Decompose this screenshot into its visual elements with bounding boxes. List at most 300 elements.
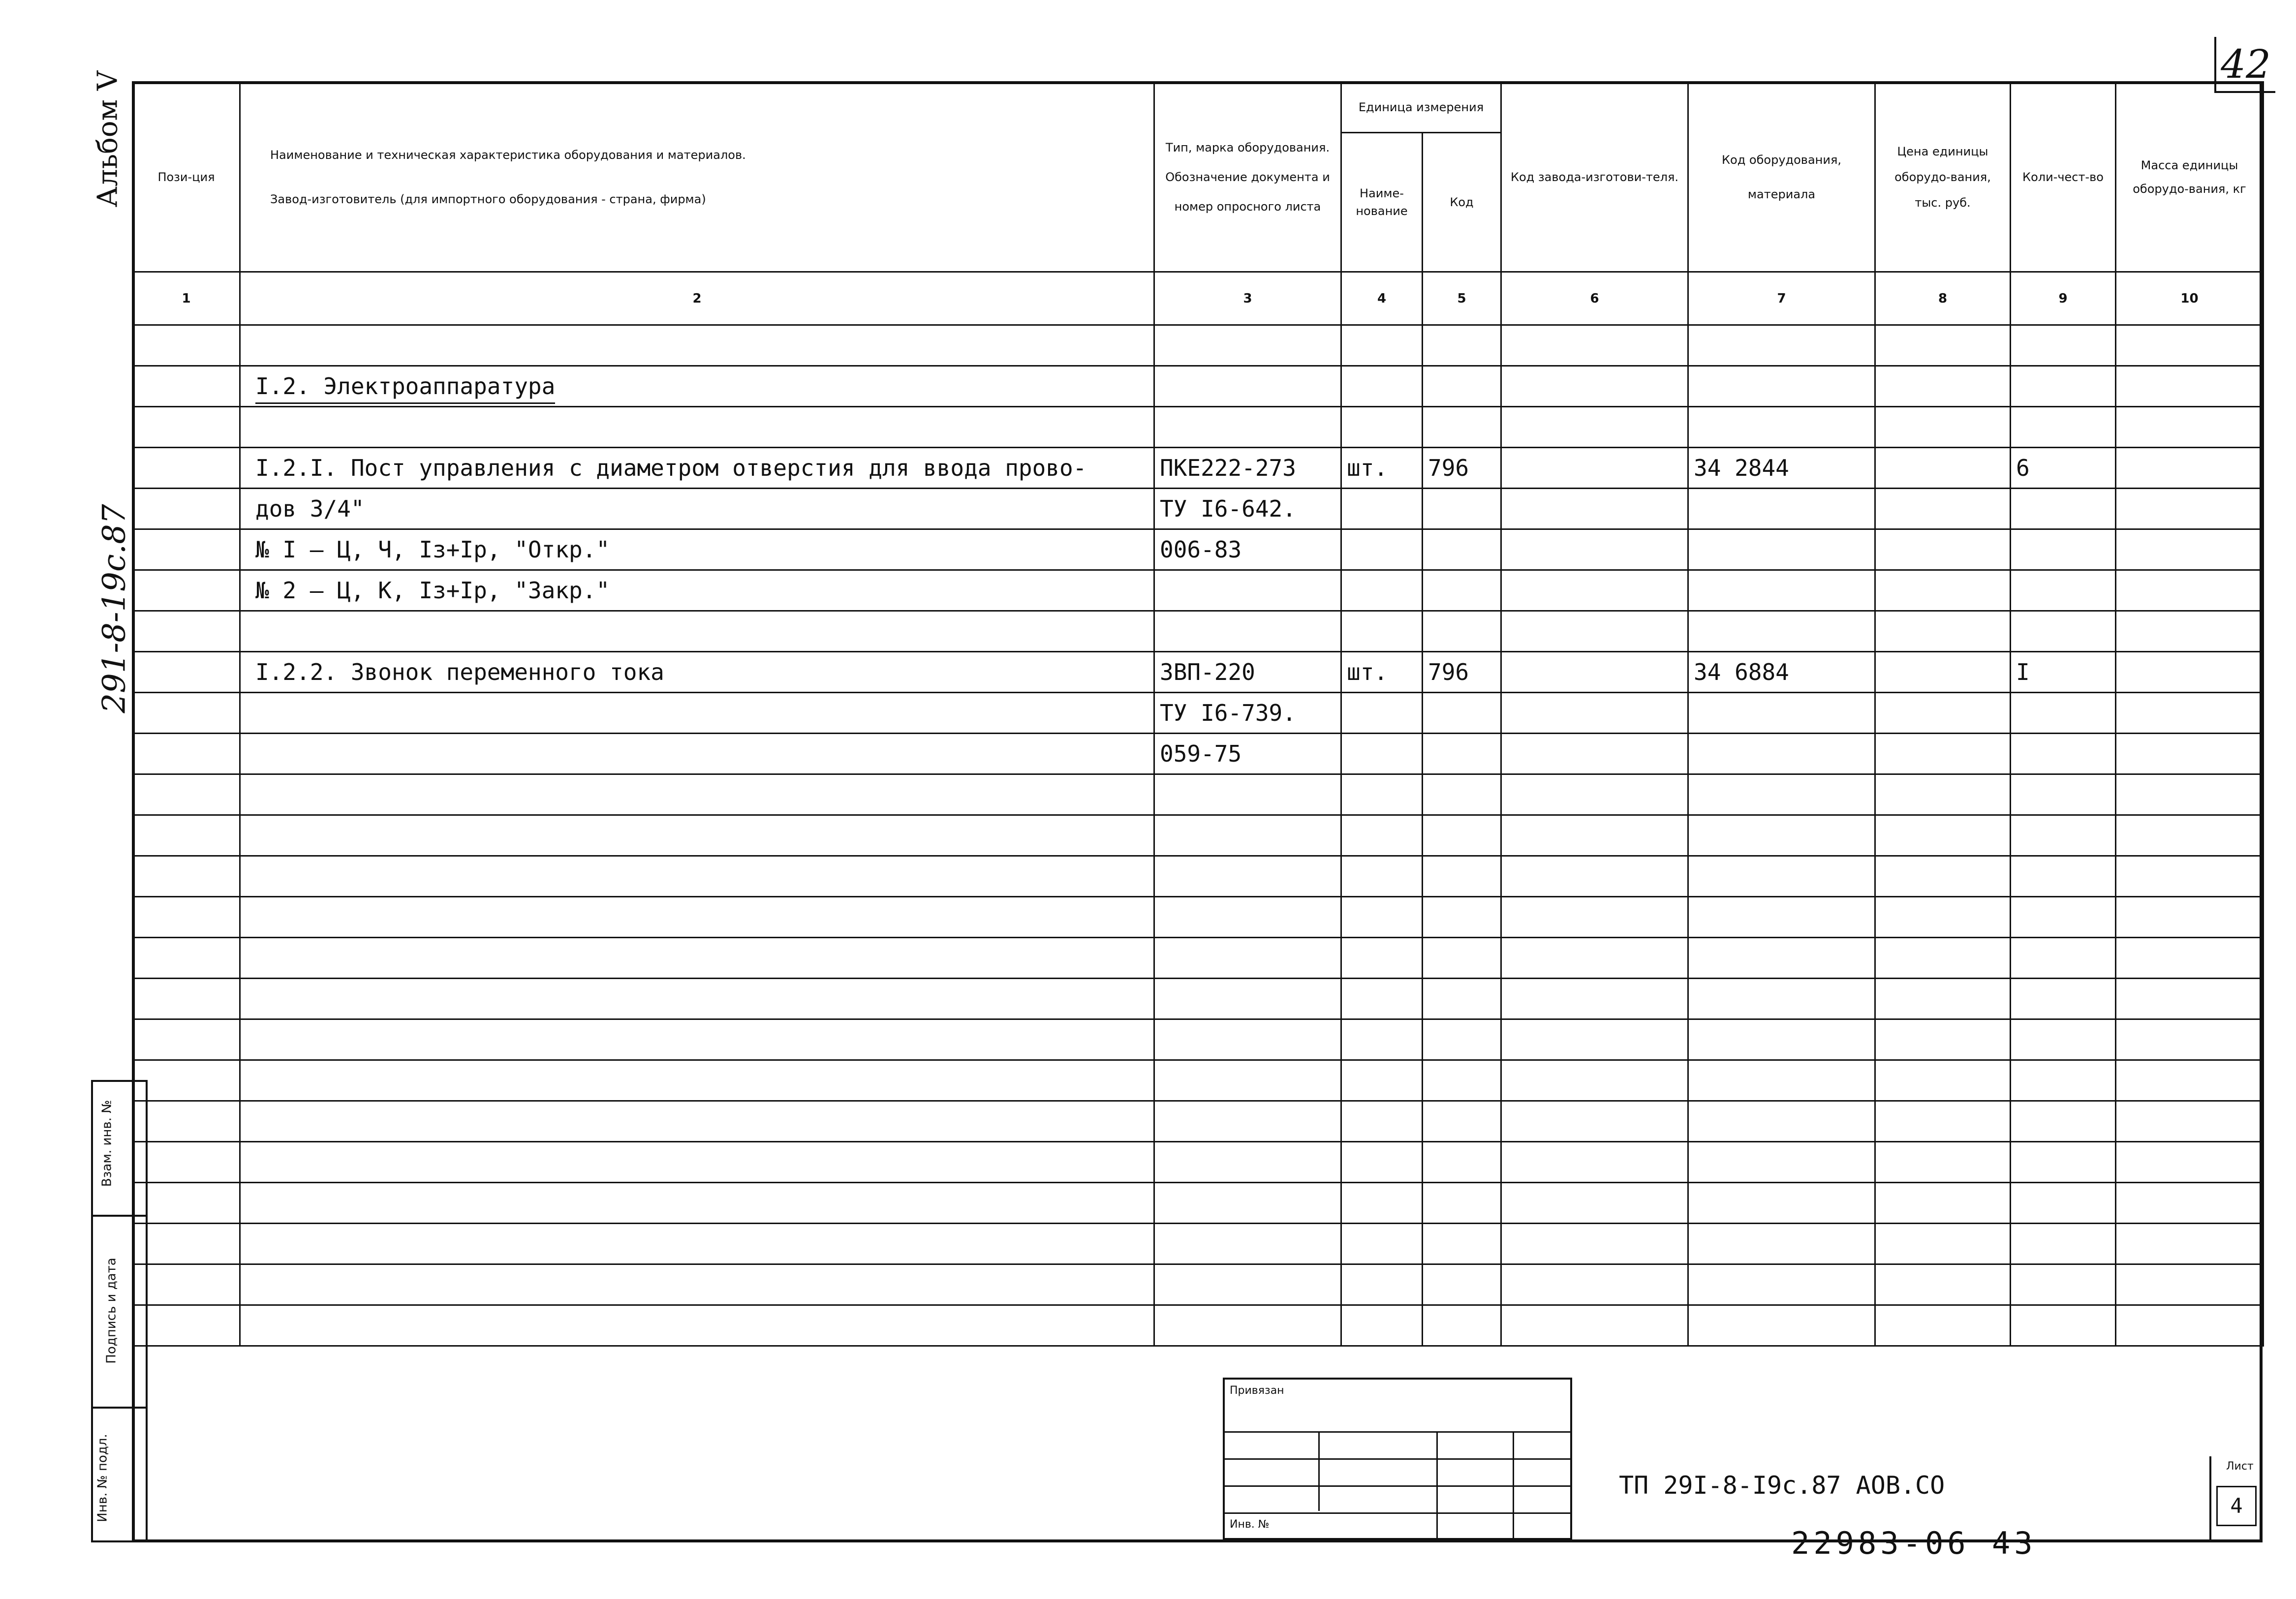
margin-doc-code: 291-8-19с.87	[96, 504, 133, 713]
table-cell	[1423, 1060, 1501, 1101]
table-cell	[2116, 366, 2264, 407]
table-cell	[1423, 611, 1501, 652]
table-cell	[1688, 570, 1875, 611]
column-number: 1	[133, 272, 240, 325]
table-cell	[1501, 570, 1688, 611]
table-cell	[133, 815, 240, 856]
table-cell	[2011, 1142, 2116, 1183]
table-cell	[133, 652, 240, 693]
table-cell	[2011, 815, 2116, 856]
table-cell	[1688, 1019, 1875, 1060]
table-cell	[1423, 979, 1501, 1019]
table-cell	[1501, 529, 1688, 570]
table-cell	[1875, 489, 2011, 529]
table-cell	[2011, 1264, 2116, 1305]
table-cell	[1501, 325, 1688, 366]
table-cell: 34 6884	[1688, 652, 1875, 693]
table-cell	[1423, 366, 1501, 407]
table-cell	[2116, 774, 2264, 815]
table-cell	[1875, 1305, 2011, 1346]
table-cell	[133, 856, 240, 897]
table-cell	[1423, 774, 1501, 815]
header-equipment-code: Код оборудования, материала	[1688, 82, 1875, 272]
table-cell	[1501, 652, 1688, 693]
table-cell	[1154, 1264, 1341, 1305]
table-row	[133, 489, 2264, 529]
table-cell	[133, 734, 240, 774]
table-cell	[1423, 1019, 1501, 1060]
table-row	[133, 1183, 2264, 1224]
table-cell	[1501, 938, 1688, 979]
table-cell	[1501, 897, 1688, 938]
table-cell	[1501, 1183, 1688, 1224]
table-cell	[240, 693, 1154, 734]
sheet-number: 4	[2216, 1486, 2257, 1526]
table-cell	[2011, 856, 2116, 897]
table-row	[133, 570, 2264, 611]
table-cell	[1341, 325, 1423, 366]
table-cell	[1688, 366, 1875, 407]
table-cell	[1875, 570, 2011, 611]
table-cell	[2116, 407, 2264, 448]
table-cell	[1688, 1142, 1875, 1183]
table-cell	[133, 1060, 240, 1101]
side-stamp-label: Инв. № подл.	[95, 1434, 110, 1522]
table-cell	[2011, 1183, 2116, 1224]
table-row	[133, 325, 2264, 366]
table-row	[133, 1305, 2264, 1346]
table-cell: ТУ I6-642.	[1154, 489, 1341, 529]
table-cell	[240, 1060, 1154, 1101]
table-cell	[2116, 529, 2264, 570]
column-number: 3	[1154, 272, 1341, 325]
table-row	[133, 1019, 2264, 1060]
table-cell	[2116, 1101, 2264, 1142]
table-cell	[1875, 1183, 2011, 1224]
table-cell	[1154, 774, 1341, 815]
table-cell	[1875, 693, 2011, 734]
table-row	[133, 734, 2264, 774]
table-cell	[2011, 897, 2116, 938]
table-cell	[2116, 1183, 2264, 1224]
table-row	[133, 979, 2264, 1019]
table-row	[133, 611, 2264, 652]
table-cell	[2116, 1142, 2264, 1183]
header-unit-code: Код	[1423, 133, 1501, 272]
header-manufacturer-code: Код завода-изготови-теля.	[1501, 82, 1688, 272]
table-cell	[1501, 979, 1688, 1019]
table-cell	[2116, 1019, 2264, 1060]
table-row	[133, 774, 2264, 815]
table-cell	[2011, 693, 2116, 734]
table-cell	[133, 1264, 240, 1305]
table-cell	[133, 979, 240, 1019]
section-title: I.2. Электроаппаратура	[255, 373, 555, 404]
table-cell: 796	[1423, 652, 1501, 693]
table-cell	[133, 366, 240, 407]
table-cell	[1875, 529, 2011, 570]
table-cell	[1875, 774, 2011, 815]
table-cell	[2011, 570, 2116, 611]
table-cell	[133, 938, 240, 979]
table-cell: ТУ I6-739.	[1154, 693, 1341, 734]
document-number: ТП 29I-8-I9с.87 АОВ.СО	[1619, 1471, 1945, 1500]
table-cell	[240, 734, 1154, 774]
table-cell	[1341, 693, 1423, 734]
table-cell	[240, 1019, 1154, 1060]
table-cell	[1875, 897, 2011, 938]
table-cell	[1501, 407, 1688, 448]
table-cell	[1423, 1101, 1501, 1142]
table-cell	[1688, 693, 1875, 734]
table-cell	[133, 774, 240, 815]
table-cell	[2116, 325, 2264, 366]
table-cell: № 2 – Ц, К, Iз+Iр, "Закр."	[240, 570, 1154, 611]
table-cell	[2116, 570, 2264, 611]
table-cell	[1154, 407, 1341, 448]
table-cell	[133, 325, 240, 366]
table-cell	[240, 815, 1154, 856]
table-cell	[1341, 1060, 1423, 1101]
table-cell	[1154, 1019, 1341, 1060]
table-row	[133, 1142, 2264, 1183]
header-quantity: Коли-чест-во	[2011, 82, 2116, 272]
table-cell	[1688, 529, 1875, 570]
table-cell: I.2.2. Звонок переменного тока	[240, 652, 1154, 693]
table-cell	[1875, 1142, 2011, 1183]
table-cell: 006-83	[1154, 529, 1341, 570]
table-cell	[240, 325, 1154, 366]
table-cell	[1875, 407, 2011, 448]
header-price: Цена единицы оборудо-вания, тыс. руб.	[1875, 82, 2011, 272]
table-cell	[1341, 1305, 1423, 1346]
table-cell	[1423, 489, 1501, 529]
table-cell	[2116, 897, 2264, 938]
table-cell	[2011, 774, 2116, 815]
column-number: 10	[2116, 272, 2264, 325]
table-cell	[240, 979, 1154, 1019]
table-cell	[133, 570, 240, 611]
table-cell: I	[2011, 652, 2116, 693]
table-cell	[1154, 1101, 1341, 1142]
table-cell	[240, 856, 1154, 897]
table-cell	[1154, 1142, 1341, 1183]
table-cell	[133, 1019, 240, 1060]
table-cell	[2116, 1264, 2264, 1305]
table-cell	[1875, 1019, 2011, 1060]
table-cell	[1341, 1019, 1423, 1060]
table-cell	[2011, 1101, 2116, 1142]
table-cell	[2011, 1060, 2116, 1101]
table-cell	[1875, 366, 2011, 407]
table-cell	[2011, 1019, 2116, 1060]
table-cell	[133, 1142, 240, 1183]
table-cell	[1341, 489, 1423, 529]
table-cell: I.2.I. Пост управления с диаметром отверстия для ввода прово-	[240, 448, 1154, 489]
table-cell	[1423, 693, 1501, 734]
table-cell	[1501, 1224, 1688, 1264]
table-cell	[1501, 448, 1688, 489]
table-cell	[1688, 938, 1875, 979]
table-cell	[1423, 856, 1501, 897]
archive-number: 22983-06 43	[1791, 1525, 2037, 1561]
attached-stamp	[1223, 1378, 1572, 1540]
table-cell	[1875, 1101, 2011, 1142]
table-cell: 6	[2011, 448, 2116, 489]
header-name-line2: Завод-изготовитель (для импортного оборудования - страна, фирма)	[270, 192, 706, 206]
attached-label: Привязан	[1230, 1384, 1284, 1397]
table-cell	[133, 897, 240, 938]
table-cell	[1688, 489, 1875, 529]
table-cell	[1875, 611, 2011, 652]
table-cell	[2116, 1305, 2264, 1346]
table-cell	[1423, 325, 1501, 366]
header-name	[240, 82, 1154, 272]
header-type: Тип, марка оборудования. Обозначение документа и номер опросного листа	[1154, 82, 1341, 272]
table-cell	[1875, 856, 2011, 897]
table-cell	[1341, 897, 1423, 938]
header-unit-name: Наиме-нование	[1341, 133, 1423, 272]
table-cell	[1501, 611, 1688, 652]
table-cell	[240, 407, 1154, 448]
table-cell	[1875, 734, 2011, 774]
table-cell	[1423, 1264, 1501, 1305]
table-cell	[2011, 938, 2116, 979]
side-stamp-label: Подпись и дата	[104, 1258, 119, 1364]
table-cell	[1154, 979, 1341, 1019]
header-mass: Масса единицы оборудо-вания, кг	[2116, 82, 2264, 272]
table-cell	[1341, 938, 1423, 979]
table-row	[133, 448, 2264, 489]
table-cell	[1341, 815, 1423, 856]
table-cell	[1688, 1183, 1875, 1224]
table-cell: шт.	[1341, 652, 1423, 693]
table-cell: дов 3/4"	[240, 489, 1154, 529]
column-number: 8	[1875, 272, 2011, 325]
header-name-line1: Наименование и техническая характеристика оборудования и материалов.	[270, 148, 746, 162]
header-position: Пози-ция	[133, 82, 240, 272]
table-cell	[1154, 1060, 1341, 1101]
column-number: 6	[1501, 272, 1688, 325]
table-cell	[1875, 815, 2011, 856]
table-cell: 059-75	[1154, 734, 1341, 774]
table-cell	[1875, 1264, 2011, 1305]
table-row	[133, 815, 2264, 856]
table-cell	[133, 611, 240, 652]
table-cell	[1341, 1183, 1423, 1224]
table-cell	[1875, 325, 2011, 366]
table-cell	[1341, 570, 1423, 611]
table-cell	[1341, 1142, 1423, 1183]
column-number: 2	[240, 272, 1154, 325]
table-cell	[240, 366, 1154, 407]
table-cell	[2116, 489, 2264, 529]
table-cell	[1501, 1305, 1688, 1346]
table-cell	[133, 407, 240, 448]
table-cell	[1688, 1101, 1875, 1142]
table-cell	[2011, 325, 2116, 366]
table-cell	[1154, 1224, 1341, 1264]
table-row	[133, 652, 2264, 693]
page-corner-number: 42	[2214, 37, 2275, 93]
table-cell	[1501, 1060, 1688, 1101]
table-cell	[1875, 1060, 2011, 1101]
table-cell	[1341, 407, 1423, 448]
table-cell	[133, 693, 240, 734]
table-cell	[240, 774, 1154, 815]
table-cell	[1154, 570, 1341, 611]
table-cell	[1341, 1264, 1423, 1305]
sheet-box	[2209, 1456, 2263, 1540]
table-cell	[1501, 1101, 1688, 1142]
table-cell	[1688, 1060, 1875, 1101]
table-cell	[1875, 652, 2011, 693]
table-cell	[1501, 1264, 1688, 1305]
table-cell	[240, 1224, 1154, 1264]
table-cell	[1423, 1142, 1501, 1183]
table-cell	[1501, 774, 1688, 815]
table-cell	[1875, 1224, 2011, 1264]
table-cell: ПКЕ222-273	[1154, 448, 1341, 489]
table-cell	[1501, 815, 1688, 856]
table-cell: № I – Ц, Ч, Iз+Iр, "Откр."	[240, 529, 1154, 570]
table-cell	[2116, 734, 2264, 774]
table-cell	[1154, 366, 1341, 407]
column-number: 5	[1423, 272, 1501, 325]
sheet-label: Лист	[2226, 1460, 2254, 1473]
table-cell	[240, 611, 1154, 652]
table-cell	[1154, 897, 1341, 938]
table-cell	[2116, 693, 2264, 734]
table-cell	[1341, 529, 1423, 570]
table-cell	[1423, 1224, 1501, 1264]
album-label: Альбом V	[92, 70, 124, 208]
table-row	[133, 1101, 2264, 1142]
table-cell	[1875, 448, 2011, 489]
table-cell	[2011, 979, 2116, 1019]
table-cell	[1688, 1224, 1875, 1264]
table-cell	[1688, 407, 1875, 448]
table-cell	[133, 1305, 240, 1346]
table-cell: 796	[1423, 448, 1501, 489]
table-cell	[1501, 489, 1688, 529]
table-cell	[2116, 448, 2264, 489]
table-cell	[1688, 611, 1875, 652]
table-cell	[1423, 529, 1501, 570]
table-cell	[2011, 1224, 2116, 1264]
table-cell: ЗВП-220	[1154, 652, 1341, 693]
side-stamp-label: Взам. инв. №	[99, 1100, 115, 1187]
table-row	[133, 529, 2264, 570]
table-row	[133, 1224, 2264, 1264]
table-cell	[1423, 407, 1501, 448]
table-cell	[1154, 611, 1341, 652]
table-cell	[2011, 489, 2116, 529]
table-cell	[240, 938, 1154, 979]
table-cell	[2011, 611, 2116, 652]
table-cell	[2116, 652, 2264, 693]
table-cell	[1341, 1101, 1423, 1142]
table-cell	[1341, 774, 1423, 815]
table-cell	[2116, 856, 2264, 897]
table-cell	[133, 1183, 240, 1224]
table-cell	[1875, 938, 2011, 979]
table-cell: 34 2844	[1688, 448, 1875, 489]
table-cell	[1423, 815, 1501, 856]
table-cell	[240, 897, 1154, 938]
table-row	[133, 366, 2264, 407]
table-cell	[2116, 979, 2264, 1019]
table-cell	[2011, 529, 2116, 570]
table-row	[133, 407, 2264, 448]
table-cell	[1875, 979, 2011, 1019]
table-cell	[1501, 734, 1688, 774]
table-cell	[2116, 1224, 2264, 1264]
table-cell	[240, 1183, 1154, 1224]
table-row	[133, 856, 2264, 897]
table-cell	[2116, 611, 2264, 652]
table-cell	[1688, 856, 1875, 897]
table-cell	[1341, 366, 1423, 407]
table-cell	[1688, 1305, 1875, 1346]
table-cell	[2116, 815, 2264, 856]
table-cell	[1154, 938, 1341, 979]
table-cell	[1423, 570, 1501, 611]
table-cell	[133, 489, 240, 529]
table-cell	[2011, 734, 2116, 774]
table-cell	[1341, 1224, 1423, 1264]
table-row	[133, 1264, 2264, 1305]
table-cell	[1341, 734, 1423, 774]
table-cell	[1423, 1305, 1501, 1346]
table-cell	[133, 1101, 240, 1142]
table-cell	[240, 1305, 1154, 1346]
table-cell	[1501, 856, 1688, 897]
table-cell	[1423, 897, 1501, 938]
table-cell	[1688, 774, 1875, 815]
header-unit: Единица измерения	[1341, 82, 1501, 133]
table-cell: шт.	[1341, 448, 1423, 489]
table-cell	[1341, 611, 1423, 652]
table-cell	[1501, 1019, 1688, 1060]
table-cell	[1688, 815, 1875, 856]
table-cell	[1341, 979, 1423, 1019]
table-cell	[2011, 407, 2116, 448]
table-cell	[1501, 693, 1688, 734]
table-cell	[240, 1264, 1154, 1305]
table-cell	[1154, 856, 1341, 897]
table-cell	[133, 529, 240, 570]
table-cell	[1688, 979, 1875, 1019]
table-row	[133, 693, 2264, 734]
table-cell	[1501, 1142, 1688, 1183]
table-cell	[240, 1101, 1154, 1142]
column-number: 9	[2011, 272, 2116, 325]
table-cell	[1154, 1183, 1341, 1224]
table-cell	[1688, 1264, 1875, 1305]
table-cell	[1154, 1305, 1341, 1346]
table-cell	[1154, 325, 1341, 366]
column-number: 4	[1341, 272, 1423, 325]
specification-body	[133, 325, 2264, 1346]
table-cell	[1154, 815, 1341, 856]
table-cell	[133, 448, 240, 489]
table-row	[133, 938, 2264, 979]
specification-table	[132, 81, 2264, 1347]
table-cell	[2116, 1060, 2264, 1101]
column-number: 7	[1688, 272, 1875, 325]
table-cell	[1423, 1183, 1501, 1224]
